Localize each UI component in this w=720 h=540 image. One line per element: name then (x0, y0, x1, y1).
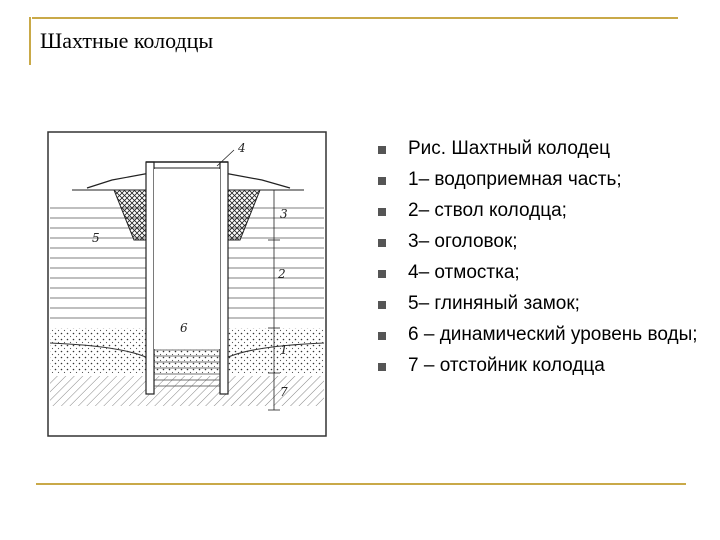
caption-text: 4– отмостка; (408, 262, 520, 283)
caption-item (378, 293, 698, 315)
label-7: 7 (280, 385, 288, 399)
slide-title: Шахтные колодцы (40, 28, 214, 53)
bullet-marker (378, 239, 386, 247)
caption-item (378, 138, 698, 160)
label-1: 1 (280, 343, 288, 357)
caption-item (378, 200, 698, 222)
caption-text: 7 – отстойник колодца (408, 355, 605, 376)
label-3: 3 (280, 207, 288, 221)
label-5: 5 (92, 231, 100, 245)
bullet-marker (378, 270, 386, 278)
caption-text: 3– оголовок; (408, 231, 518, 252)
caption-text: 5– глиняный замок; (408, 293, 580, 314)
label-4: 4 (238, 141, 246, 155)
bullet-marker (378, 301, 386, 309)
top-rule (32, 17, 678, 19)
bottom-rule (36, 483, 686, 485)
label-2: 2 (278, 267, 286, 281)
caption-item (378, 324, 698, 346)
caption-item (378, 169, 698, 191)
shaft-well-diagram (42, 128, 332, 440)
bullet-marker (378, 208, 386, 216)
shaft-wall-right (220, 162, 228, 394)
caption-text: 2– ствол колодца; (408, 200, 567, 221)
caption-item (378, 231, 698, 253)
bullet-marker (378, 146, 386, 154)
caption-text: 1– водоприемная часть; (408, 169, 622, 190)
label-6: 6 (180, 321, 188, 335)
bullet-marker (378, 363, 386, 371)
bullet-marker (378, 177, 386, 185)
caption-list (378, 138, 698, 386)
shaft-wall-left (146, 162, 154, 394)
caption-text: 6 – динамический уровень воды; (408, 324, 698, 345)
left-rule (29, 17, 31, 65)
caption-text: Рис. Шахтный колодец (408, 138, 611, 159)
caption-item (378, 355, 698, 377)
caption-item (378, 262, 698, 284)
bullet-marker (378, 332, 386, 340)
